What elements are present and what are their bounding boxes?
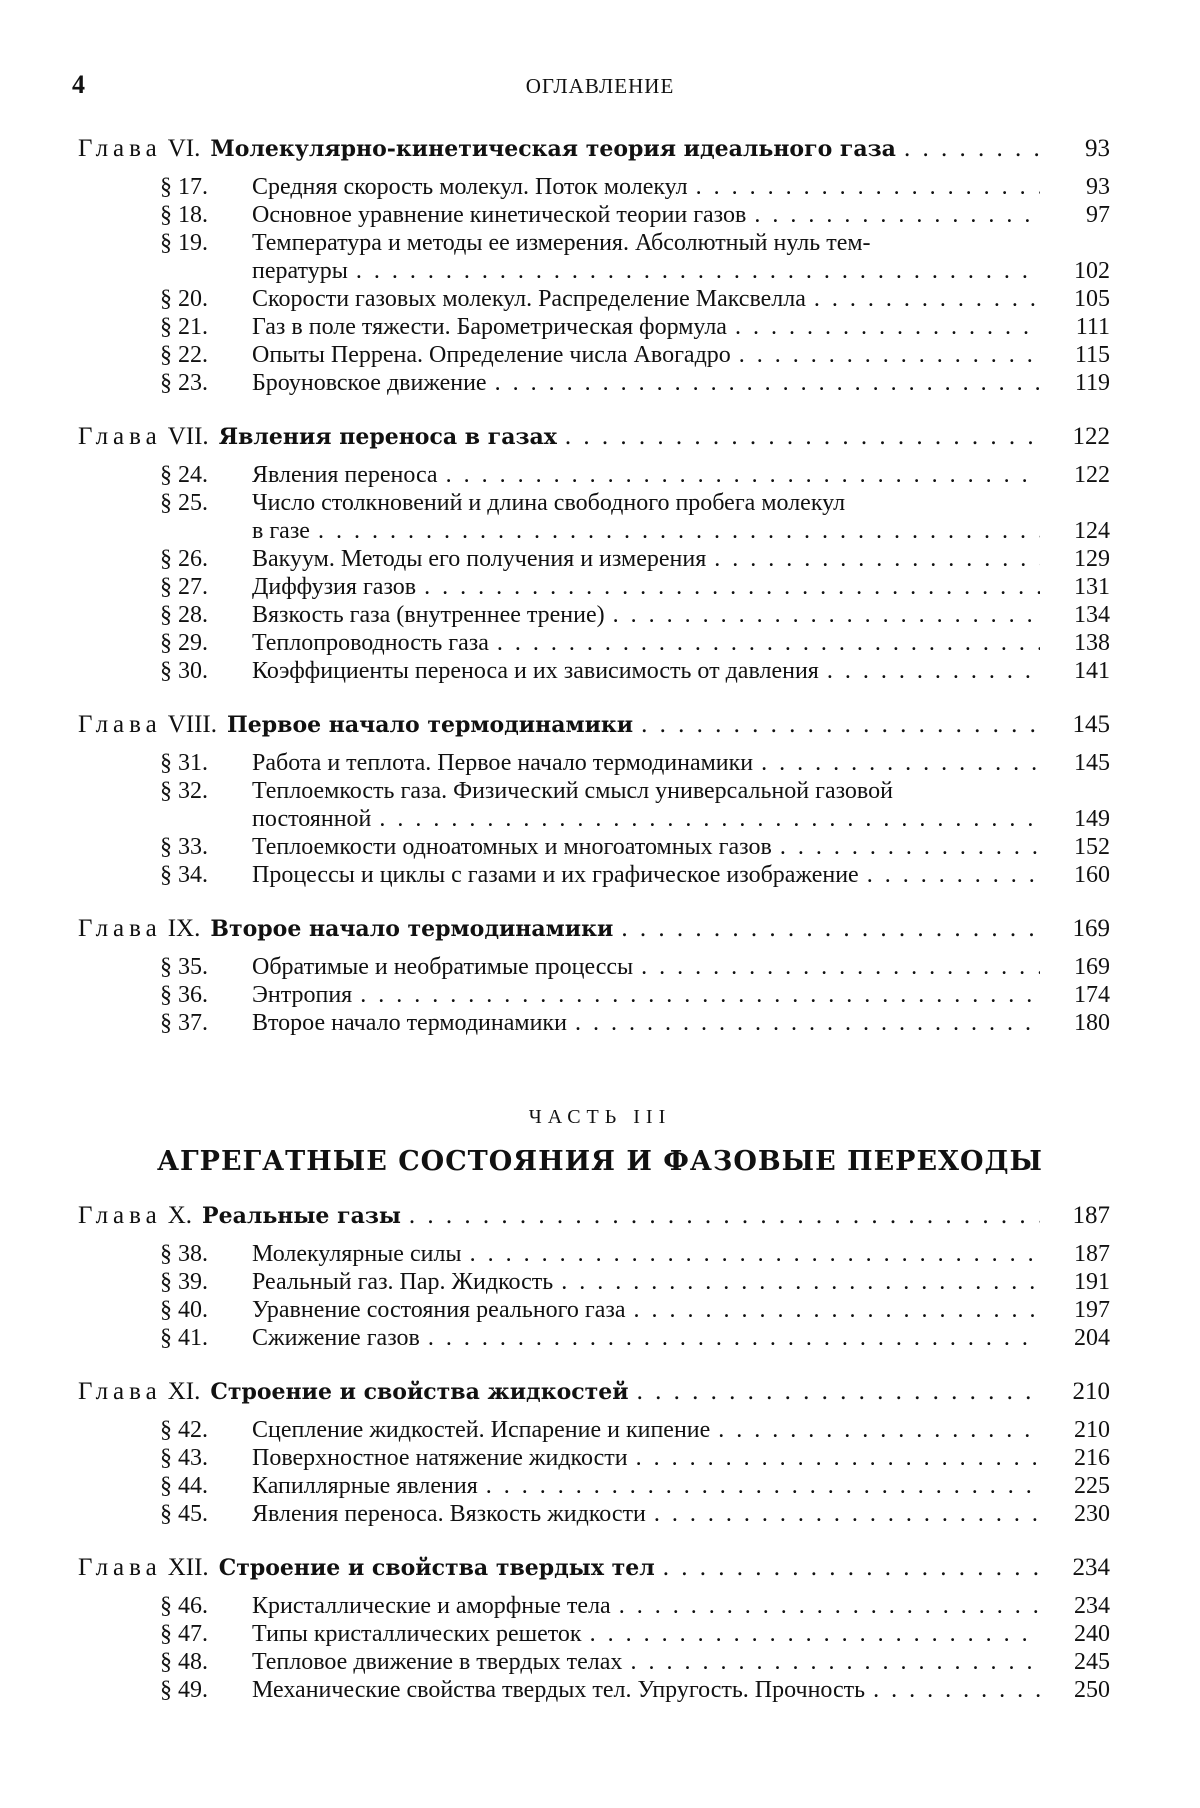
section-list [78, 461, 1110, 685]
section-number: § 42. [160, 1417, 208, 1443]
chapter-title: Реальные газы [202, 1203, 401, 1229]
dot-leader [634, 1296, 1040, 1324]
section-page: 105 [1074, 286, 1110, 312]
part-title: АГРЕГАТНЫЕ СОСТОЯНИЯ И ФАЗОВЫЕ ПЕРЕХОДЫ [157, 1146, 1043, 1177]
section-entry [160, 1268, 1110, 1296]
section-entry [160, 1009, 1110, 1037]
section-entry [160, 777, 1110, 805]
chapter-heading [78, 711, 1110, 745]
section-page: 191 [1074, 1269, 1110, 1295]
section-entry [160, 1296, 1110, 1324]
dot-leader [636, 1444, 1040, 1472]
section-title: Второе начало термодинамики [252, 1010, 567, 1036]
section-entry [160, 489, 1110, 517]
section-title: Сжижение газов [252, 1325, 420, 1351]
dot-leader [714, 545, 1040, 573]
dot-leader [318, 517, 1040, 545]
section-list [78, 1416, 1110, 1528]
dot-leader [565, 423, 1040, 451]
section-entry [160, 1472, 1110, 1500]
section-page: 122 [1074, 462, 1110, 488]
dot-leader [735, 313, 1040, 341]
section-list [78, 953, 1110, 1037]
section-title: Работа и теплота. Первое начало термодинамики [252, 750, 754, 776]
section-page: 250 [1074, 1677, 1110, 1703]
section-page: 225 [1074, 1473, 1110, 1499]
section-number: § 27. [160, 574, 208, 600]
dot-leader [827, 657, 1040, 685]
section-number: § 30. [160, 658, 208, 684]
chapter-heading [78, 1378, 1110, 1412]
chapter-label: Глава [78, 711, 162, 738]
section-title: Основное уравнение кинетической теории газов [252, 202, 747, 228]
section-page: 216 [1074, 1445, 1110, 1471]
section-page: 129 [1074, 546, 1110, 572]
section-entry [160, 1648, 1110, 1676]
section-number: § 29. [160, 630, 208, 656]
section-number: § 48. [160, 1649, 208, 1675]
section-entry [160, 369, 1110, 397]
section-entry [160, 1240, 1110, 1268]
section-number: § 43. [160, 1445, 208, 1471]
section-title: Сцепление жидкостей. Испарение и кипение [252, 1417, 711, 1443]
dot-leader [867, 861, 1040, 889]
chapter-entry [78, 1202, 1110, 1352]
section-list [78, 1592, 1110, 1704]
chapter-label: Глава [78, 423, 162, 450]
section-list [78, 1240, 1110, 1352]
section-title: Опыты Перрена. Определение числа Авогадро [252, 342, 731, 368]
section-entry [160, 861, 1110, 889]
chapter-heading [78, 915, 1110, 949]
section-entry [160, 953, 1110, 981]
section-number: § 34. [160, 862, 208, 888]
dot-leader [739, 341, 1040, 369]
section-title-cont: пературы [252, 258, 348, 284]
page-number: 4 [72, 70, 85, 99]
section-page: 124 [1074, 518, 1110, 544]
running-title: ОГЛАВЛЕНИЕ [525, 74, 675, 98]
dot-leader [814, 285, 1040, 313]
section-page: 152 [1074, 834, 1110, 860]
dot-leader [424, 573, 1040, 601]
section-page: 119 [1074, 370, 1110, 396]
dot-leader [630, 1648, 1040, 1676]
section-title: Теплоемкость газа. Физический смысл универсальной газовой [252, 778, 893, 804]
section-title: Процессы и циклы с газами и их графическое изображение [252, 862, 859, 888]
chapter-number: XI. [167, 1378, 201, 1405]
section-number: § 44. [160, 1473, 208, 1499]
section-entry [160, 545, 1110, 573]
section-number: § 32. [160, 778, 208, 804]
chapter-entry [78, 423, 1110, 685]
chapter-label: Глава [78, 1378, 162, 1405]
section-page: 245 [1074, 1649, 1110, 1675]
chapter-page: 169 [1072, 915, 1110, 942]
section-number: § 20. [160, 286, 208, 312]
section-number: § 25. [160, 490, 208, 516]
chapter-title: Молекулярно-кинетическая теория идеального газа [210, 136, 896, 162]
section-page: 111 [1075, 314, 1110, 340]
section-page: 97 [1086, 202, 1110, 228]
chapter-entry [78, 1378, 1110, 1528]
section-number: § 49. [160, 1677, 208, 1703]
section-entry [160, 981, 1110, 1009]
dot-leader [621, 915, 1040, 943]
section-page: 134 [1074, 602, 1110, 628]
dot-leader [495, 369, 1040, 397]
chapter-number: VII. [167, 423, 209, 450]
dot-leader [613, 601, 1040, 629]
dot-leader [356, 257, 1040, 285]
chapter-label: Глава [78, 1554, 162, 1581]
dot-leader [428, 1324, 1040, 1352]
section-number: § 23. [160, 370, 208, 396]
section-number: § 47. [160, 1621, 208, 1647]
dot-leader [641, 711, 1040, 739]
section-page: 210 [1074, 1417, 1110, 1443]
section-title-cont: в газе [252, 518, 310, 544]
dot-leader [497, 629, 1040, 657]
section-page: 174 [1074, 982, 1110, 1008]
section-entry [160, 1444, 1110, 1472]
section-number: § 45. [160, 1501, 208, 1527]
chapter-entry [78, 711, 1110, 889]
section-page: 102 [1074, 258, 1110, 284]
dot-leader [575, 1009, 1040, 1037]
chapter-number: X. [167, 1202, 193, 1229]
section-entry [160, 749, 1110, 777]
section-list [78, 173, 1110, 397]
chapter-number: VIII. [167, 711, 217, 738]
section-title: Скорости газовых молекул. Распределение Максвелла [252, 286, 806, 312]
section-page: 187 [1074, 1241, 1110, 1267]
chapter-title: Явления переноса в газах [218, 424, 557, 450]
running-head [0, 70, 1200, 100]
section-entry [160, 1324, 1110, 1352]
section-page: 197 [1074, 1297, 1110, 1323]
section-page: 160 [1074, 862, 1110, 888]
section-entry [160, 341, 1110, 369]
chapter-label: Глава [78, 915, 162, 942]
section-entry [160, 1676, 1110, 1704]
section-entry [160, 461, 1110, 489]
chapter-entry [78, 135, 1110, 397]
section-title: Энтропия [252, 982, 353, 1008]
dot-leader [486, 1472, 1040, 1500]
section-number: § 24. [160, 462, 208, 488]
section-number: § 38. [160, 1241, 208, 1267]
section-page: 149 [1074, 806, 1110, 832]
section-page: 131 [1074, 574, 1110, 600]
dot-leader [379, 805, 1040, 833]
dot-leader [718, 1416, 1040, 1444]
section-number: § 22. [160, 342, 208, 368]
section-entry [160, 1620, 1110, 1648]
chapter-page: 93 [1085, 135, 1110, 162]
section-title: Средняя скорость молекул. Поток молекул [252, 174, 688, 200]
dot-leader [761, 749, 1040, 777]
chapter-page: 122 [1072, 423, 1110, 450]
dot-leader [654, 1500, 1040, 1528]
chapter-title: Строение и свойства твердых тел [218, 1555, 655, 1581]
chapter-heading [78, 135, 1110, 169]
dot-leader [641, 953, 1040, 981]
section-title: Число столкновений и длина свободного пробега молекул [252, 490, 846, 516]
dot-leader [446, 461, 1040, 489]
section-number: § 31. [160, 750, 208, 776]
section-title: Теплоемкости одноатомных и многоатомных газов [252, 834, 772, 860]
section-continuation [160, 517, 1110, 545]
dot-leader [619, 1592, 1040, 1620]
section-title: Коэффициенты переноса и их зависимость от давления [252, 658, 819, 684]
section-title: Молекулярные силы [252, 1241, 462, 1267]
section-number: § 28. [160, 602, 208, 628]
section-continuation [160, 257, 1110, 285]
section-number: § 18. [160, 202, 208, 228]
chapter-page: 187 [1072, 1202, 1110, 1229]
section-title: Реальный газ. Пар. Жидкость [252, 1269, 554, 1295]
section-title: Типы кристаллических решеток [252, 1621, 582, 1647]
section-number: § 40. [160, 1297, 208, 1323]
dot-leader [873, 1676, 1040, 1704]
section-page: 141 [1074, 658, 1110, 684]
section-entry [160, 201, 1110, 229]
section-title: Кристаллические и аморфные тела [252, 1593, 611, 1619]
section-entry [160, 629, 1110, 657]
section-title: Теплопроводность газа [252, 630, 489, 656]
section-list [78, 749, 1110, 889]
section-entry [160, 285, 1110, 313]
toc-part-2 [78, 135, 1110, 1063]
dot-leader [470, 1240, 1040, 1268]
section-page: 204 [1074, 1325, 1110, 1351]
dot-leader [637, 1378, 1040, 1406]
chapter-number: XII. [167, 1554, 209, 1581]
dot-leader [561, 1268, 1040, 1296]
section-title: Вязкость газа (внутреннее трение) [252, 602, 605, 628]
section-page: 169 [1074, 954, 1110, 980]
section-title-cont: постоянной [252, 806, 372, 832]
dot-leader [780, 833, 1040, 861]
section-title: Явления переноса. Вязкость жидкости [252, 1501, 646, 1527]
dot-leader [409, 1202, 1040, 1230]
section-number: § 19. [160, 230, 208, 256]
section-title: Температура и методы ее измерения. Абсолютный нуль тем- [252, 230, 871, 256]
section-title: Диффузия газов [252, 574, 417, 600]
section-page: 230 [1074, 1501, 1110, 1527]
section-entry [160, 1416, 1110, 1444]
section-page: 93 [1086, 174, 1110, 200]
section-number: § 41. [160, 1325, 208, 1351]
section-title: Уравнение состояния реального газа [252, 1297, 626, 1323]
section-page: 234 [1074, 1593, 1110, 1619]
section-continuation [160, 805, 1110, 833]
section-number: § 17. [160, 174, 208, 200]
chapter-heading [78, 423, 1110, 457]
section-entry [160, 657, 1110, 685]
section-title: Механические свойства твердых тел. Упругость. Прочность [252, 1677, 866, 1703]
chapter-label: Глава [78, 1202, 162, 1229]
section-number: § 39. [160, 1269, 208, 1295]
section-number: § 33. [160, 834, 208, 860]
dot-leader [696, 173, 1040, 201]
chapter-number: IX. [167, 915, 201, 942]
section-title: Обратимые и необратимые процессы [252, 954, 634, 980]
dot-leader [590, 1620, 1040, 1648]
section-entry [160, 229, 1110, 257]
section-title: Капиллярные явления [252, 1473, 478, 1499]
section-page: 115 [1074, 342, 1110, 368]
section-entry [160, 1592, 1110, 1620]
section-number: § 35. [160, 954, 208, 980]
dot-leader [360, 981, 1040, 1009]
section-number: § 21. [160, 314, 208, 340]
section-title: Поверхностное натяжение жидкости [252, 1445, 628, 1471]
chapter-heading [78, 1202, 1110, 1236]
chapter-heading [78, 1554, 1110, 1588]
section-entry [160, 833, 1110, 861]
section-page: 240 [1074, 1621, 1110, 1647]
chapter-page: 145 [1072, 711, 1110, 738]
chapter-title: Первое начало термодинамики [227, 712, 634, 738]
dot-leader [663, 1554, 1040, 1582]
section-entry [160, 601, 1110, 629]
chapter-entry [78, 915, 1110, 1037]
chapter-label: Глава [78, 135, 162, 162]
chapter-number: VI. [167, 135, 201, 162]
section-title: Явления переноса [252, 462, 438, 488]
section-number: § 37. [160, 1010, 208, 1036]
dot-leader [904, 135, 1040, 163]
chapter-title: Второе начало термодинамики [210, 916, 614, 942]
section-entry [160, 573, 1110, 601]
part-label: ЧАСТЬ III [528, 1106, 672, 1128]
chapter-title: Строение и свойства жидкостей [210, 1379, 629, 1405]
toc-part-3 [78, 1202, 1110, 1730]
section-page: 138 [1074, 630, 1110, 656]
chapter-page: 234 [1072, 1554, 1110, 1581]
section-page: 180 [1074, 1010, 1110, 1036]
section-page: 145 [1074, 750, 1110, 776]
chapter-page: 210 [1072, 1378, 1110, 1405]
section-title: Газ в поле тяжести. Барометрическая формула [252, 314, 727, 340]
section-entry [160, 1500, 1110, 1528]
section-entry [160, 313, 1110, 341]
section-title: Вакуум. Методы его получения и измерения [252, 546, 707, 572]
section-number: § 36. [160, 982, 208, 1008]
section-title: Броуновское движение [252, 370, 487, 396]
section-title: Тепловое движение в твердых телах [252, 1649, 623, 1675]
section-entry [160, 173, 1110, 201]
section-number: § 26. [160, 546, 208, 572]
section-number: § 46. [160, 1593, 208, 1619]
chapter-entry [78, 1554, 1110, 1704]
dot-leader [754, 201, 1040, 229]
